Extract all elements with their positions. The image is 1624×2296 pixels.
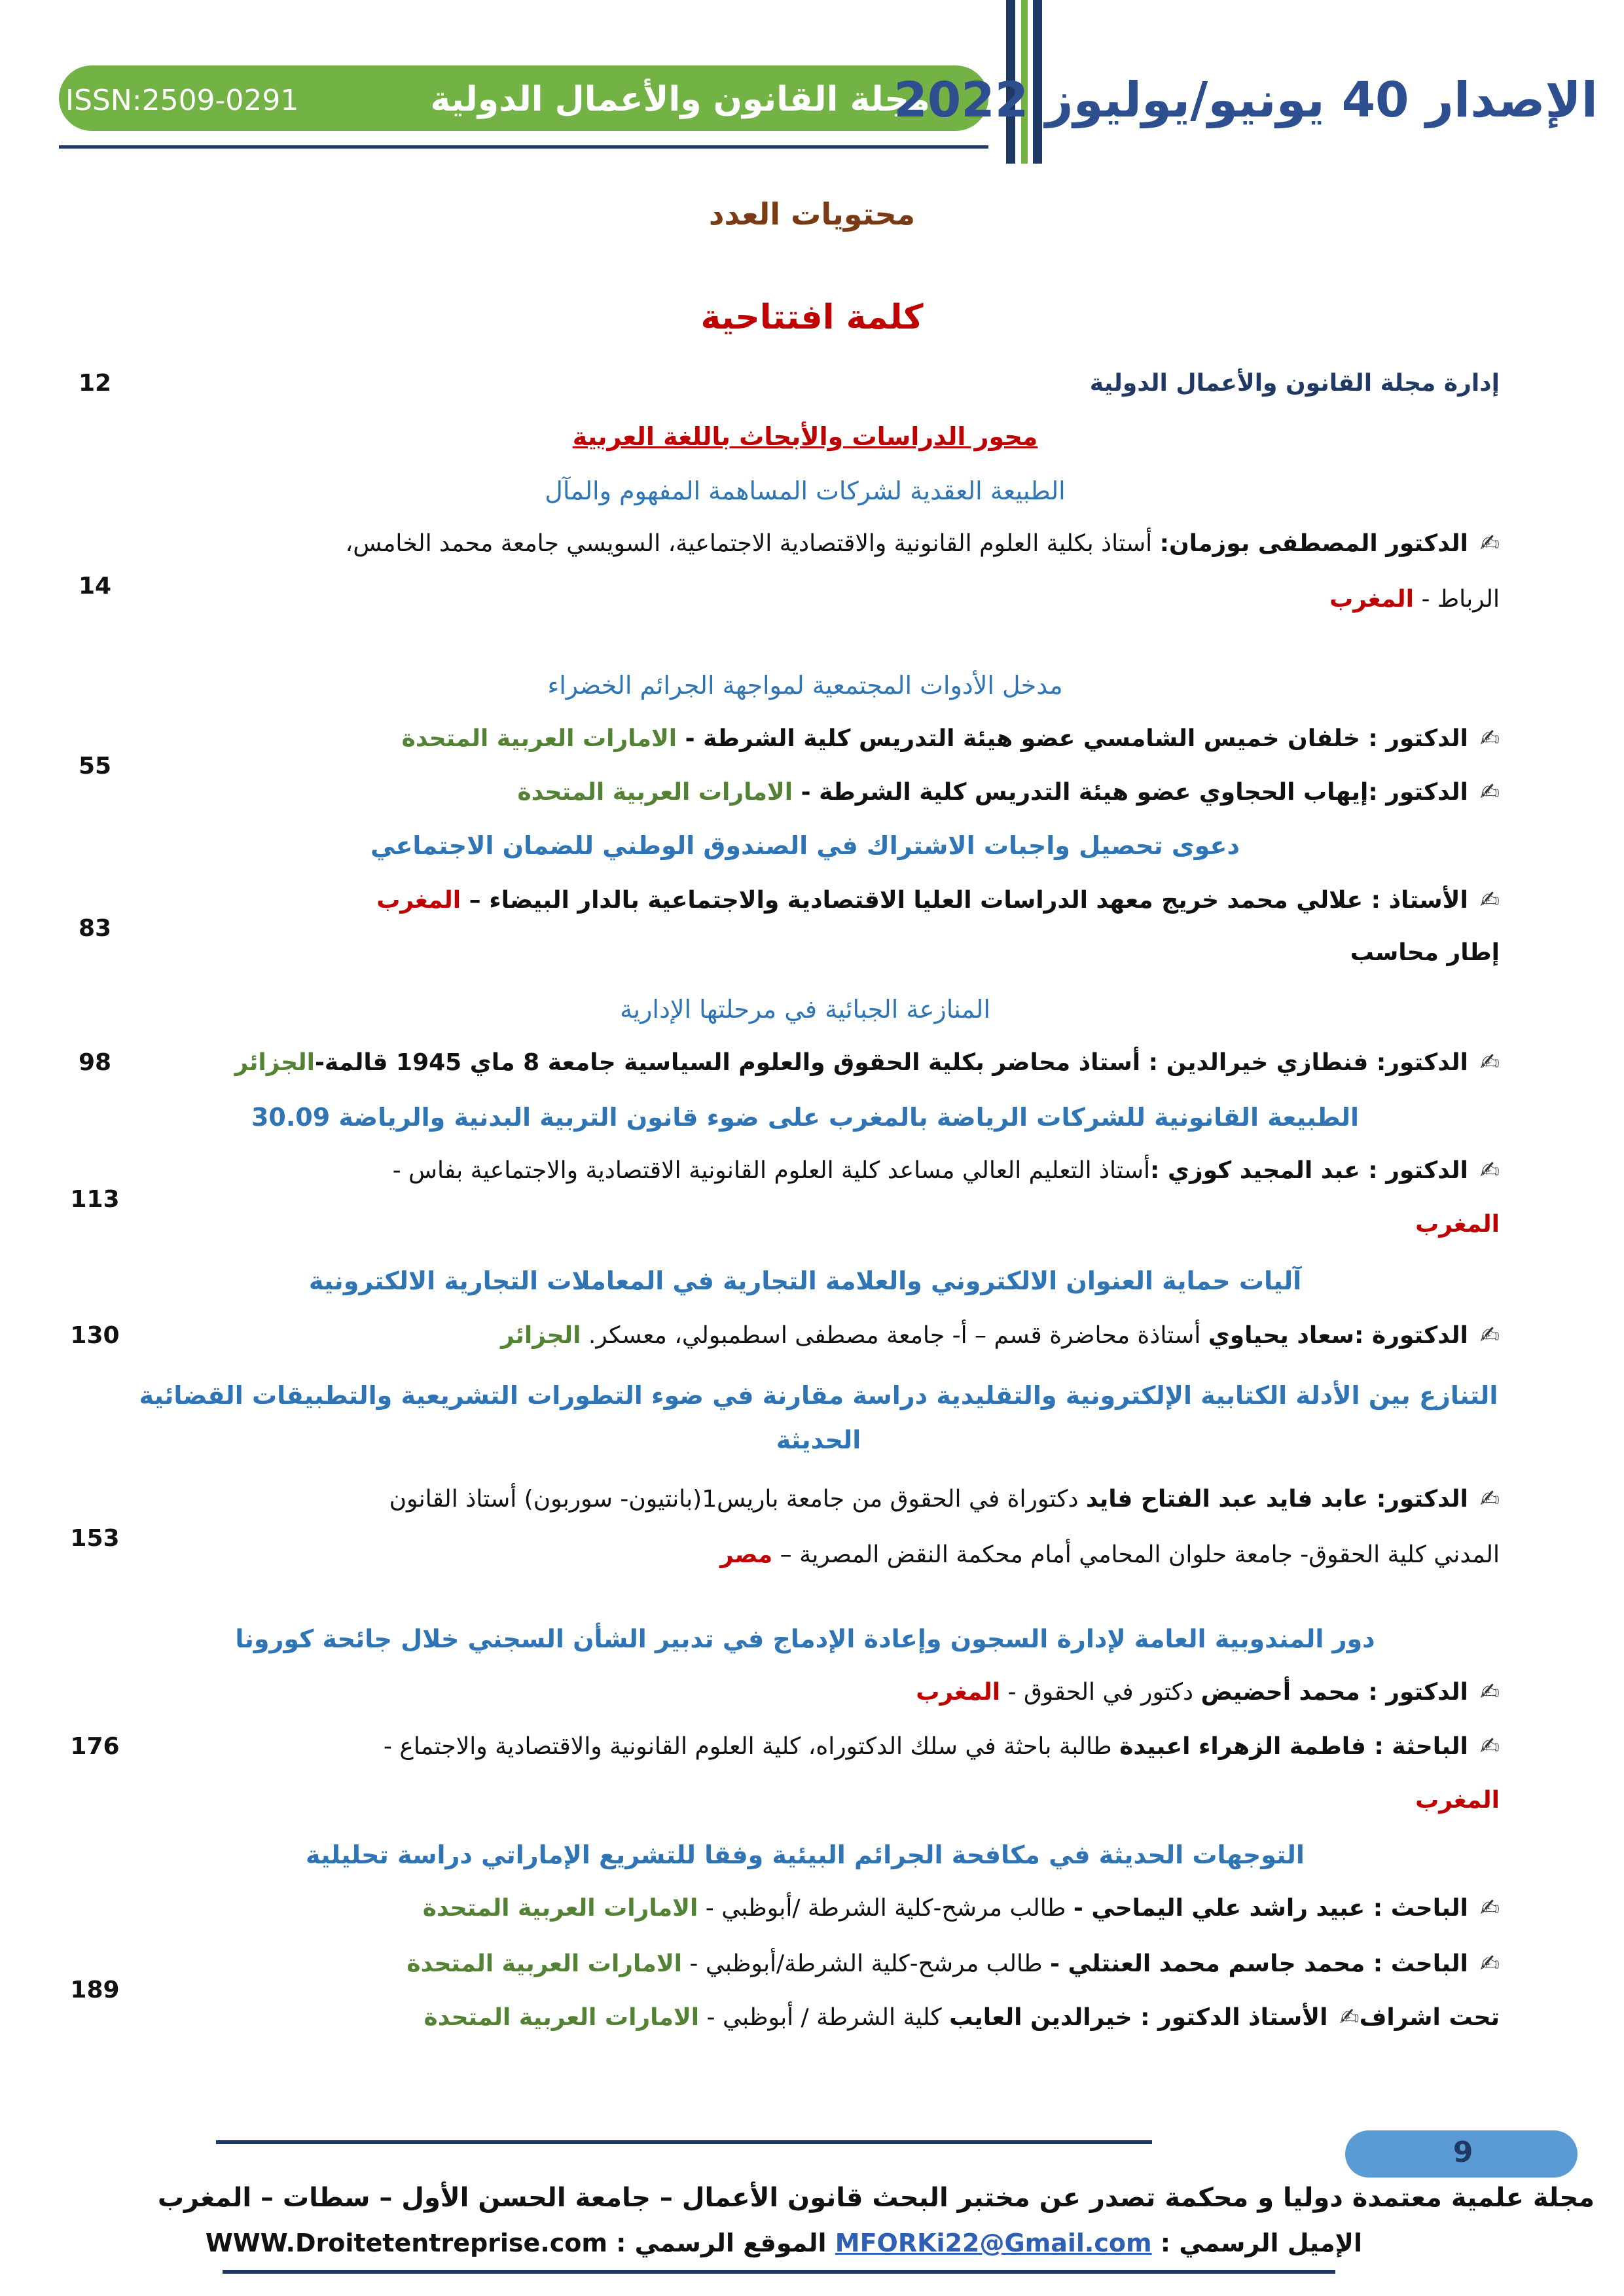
page-number: 12	[78, 370, 112, 397]
author-line: ✍الأستاذ : علالي محمد خريج معهد الدراسات العليا الاقتصادية والاجتماعية بالدار البيضاء – المغرب	[376, 887, 1500, 914]
pen-icon: ✍	[1479, 1679, 1500, 1706]
footer-page-number: 9	[1453, 2136, 1473, 2169]
page-number: 113	[70, 1186, 120, 1213]
author-line: الرباط - المغرب	[1329, 586, 1500, 613]
contents-heading: محتويات العدد	[708, 196, 916, 232]
author-line: ✍الدكتور : خلفان خميس الشامسي عضو هيئة التدريس كلية الشرطة - الامارات العربية المتحدة	[401, 725, 1500, 752]
author-line: المغرب	[1415, 1211, 1500, 1238]
email-link[interactable]: MFORKi22@Gmail.com	[835, 2229, 1152, 2257]
section-heading: محور الدراسات والأبحاث باللغة العربية	[572, 422, 1038, 451]
pen-icon: ✍	[1479, 1486, 1500, 1513]
pen-icon: ✍	[1479, 779, 1500, 806]
issn-label: ISSN:2509-0291	[65, 84, 299, 117]
author-line: ✍الدكتور: عابد فايد عبد الفتاح فايد دكتوراة في الحقوق من جامعة باريس1(بانتيون- سوربون) أستاذ القانون	[389, 1486, 1500, 1513]
author-line: ✍الدكتور :إيهاب الحجاوي عضو هيئة التدريس كلية الشرطة - الامارات العربية المتحدة	[517, 779, 1500, 806]
article-title: مدخل الأدوات المجتمعية لمواجهة الجرائم الخضراء	[547, 671, 1063, 700]
pen-icon: ✍	[1479, 530, 1500, 557]
pen-icon: ✍	[1479, 1049, 1500, 1076]
opening-author: إدارة مجلة القانون والأعمال الدولية	[1089, 370, 1500, 397]
pen-icon: ✍	[1479, 1895, 1500, 1922]
article-title: المنازعة الجبائية في مرحلتها الإدارية	[620, 995, 990, 1024]
journal-name: مجلة القانون والأعمال الدولية	[430, 80, 930, 119]
author-line: ✍الدكتورة :سعاد يحياوي أستاذة محاضرة قسم – أ- جامعة مصطفى اسطمبولي، معسكر. الجزائر	[500, 1322, 1500, 1349]
pen-icon: ✍	[1339, 2004, 1360, 2031]
author-line: تحت اشراف✍الأستاذ الدكتور : خيرالدين العايب كلية الشرطة / أبوظبي - الامارات العربية المتحدة	[424, 2004, 1500, 2031]
article-title: التوجهات الحديثة في مكافحة الجرائم البيئية وفقا للتشريع الإماراتي دراسة تحليلية	[306, 1840, 1305, 1869]
article-title: الطبيعة العقدية لشركات المساهمة المفهوم والمآل	[545, 476, 1066, 505]
issue-title: الإصدار 40 يونيو/يوليوز 2022	[893, 72, 1598, 128]
website-link[interactable]: WWW.Droitetentreprise.com	[205, 2229, 607, 2257]
author-line: ✍الدكتور : عبد المجيد كوزي :أستاذ التعليم العالي مساعد كلية العلوم القانونية الاقتصادية والاجتماعية بفاس -	[392, 1157, 1500, 1184]
article-title: التنازع بين الأدلة الكتابية الإلكترونية والتقليدية دراسة مقارنة في ضوء التطورات التشريعية والتطبيقات القضائية الحديثة	[139, 1381, 1498, 1454]
page-number: 14	[78, 573, 112, 600]
article-title: دعوى تحصيل واجبات الاشتراك في الصندوق الوطني للضمان الاجتماعي	[370, 831, 1240, 860]
author-line: المغرب	[1415, 1787, 1500, 1814]
page-number: 189	[70, 1977, 120, 2003]
page-number: 153	[70, 1525, 120, 1552]
pen-icon: ✍	[1479, 887, 1500, 914]
page-number: 83	[78, 915, 112, 942]
author-line: ✍الباحث : عبيد راشد علي اليماحي - طالب مرشح-كلية الشرطة /أبوظبي - الامارات العربية المتحدة	[422, 1895, 1500, 1922]
pen-icon: ✍	[1479, 1950, 1500, 1977]
article-title: الطبيعة القانونية للشركات الرياضة بالمغرب على ضوء قانون التربية البدنية والرياضة 30.09	[251, 1103, 1360, 1132]
author-line: ✍الدكتور المصطفى بوزمان: أستاذ بكلية العلوم القانونية والاقتصادية الاجتماعية، السويسي جامعة محمد الخامس،	[345, 530, 1500, 557]
author-line: المدني كلية الحقوق- جامعة حلوان المحامي أمام محكمة النقض المصرية – مصر	[720, 1541, 1500, 1568]
footer-rule	[223, 2270, 1335, 2274]
author-line: ✍الباحثة : فاطمة الزهراء اعبيدة طالبة باحثة في سلك الدكتوراه، كلية العلوم القانونية والاقتصادية والاجتماع -	[383, 1733, 1500, 1760]
page-number: 55	[78, 753, 112, 780]
author-line: ✍الدكتور : محمد أحضيض دكتور في الحقوق - المغرب	[916, 1679, 1500, 1706]
pen-icon: ✍	[1479, 725, 1500, 752]
pen-icon: ✍	[1479, 1733, 1500, 1760]
author-line: ✍الباحث : محمد جاسم محمد العنتلي - طالب مرشح-كلية الشرطة/أبوظبي - الامارات العربية المتحدة	[406, 1950, 1500, 1977]
footer-rule	[216, 2140, 1152, 2144]
page-number: 130	[70, 1322, 120, 1349]
page-number: 98	[78, 1049, 112, 1076]
footer-journal-info: مجلة علمية معتمدة دوليا و محكمة تصدر عن مختبر البحث قانون الأعمال – جامعة الحسن الأول – سطات – المغرب	[157, 2183, 1595, 2213]
header-underline	[59, 145, 988, 149]
footer-contact: الإميل الرسمي : MFORKi22@Gmail.com الموقع الرسمي : WWW.Droitetentreprise.com	[205, 2229, 1362, 2257]
author-line: إطار محاسب	[1350, 939, 1500, 966]
pen-icon: ✍	[1479, 1157, 1500, 1184]
opening-heading: كلمة افتتاحية	[700, 298, 924, 337]
page-number: 176	[70, 1733, 120, 1760]
pen-icon: ✍	[1479, 1322, 1500, 1349]
article-title: دور المندوبية العامة لإدارة السجون وإعادة الإدماج في تدبير الشأن السجني خلال جائحة كورونا	[235, 1624, 1375, 1653]
article-title: آليات حماية العنوان الالكتروني والعلامة التجارية في المعاملات التجارية الالكترونية	[308, 1266, 1302, 1295]
author-line: ✍الدكتور: فنطازي خيرالدين : أستاذ محاضر بكلية الحقوق والعلوم السياسية جامعة 8 ماي 1945 قالمة-الجزائر	[234, 1049, 1500, 1076]
